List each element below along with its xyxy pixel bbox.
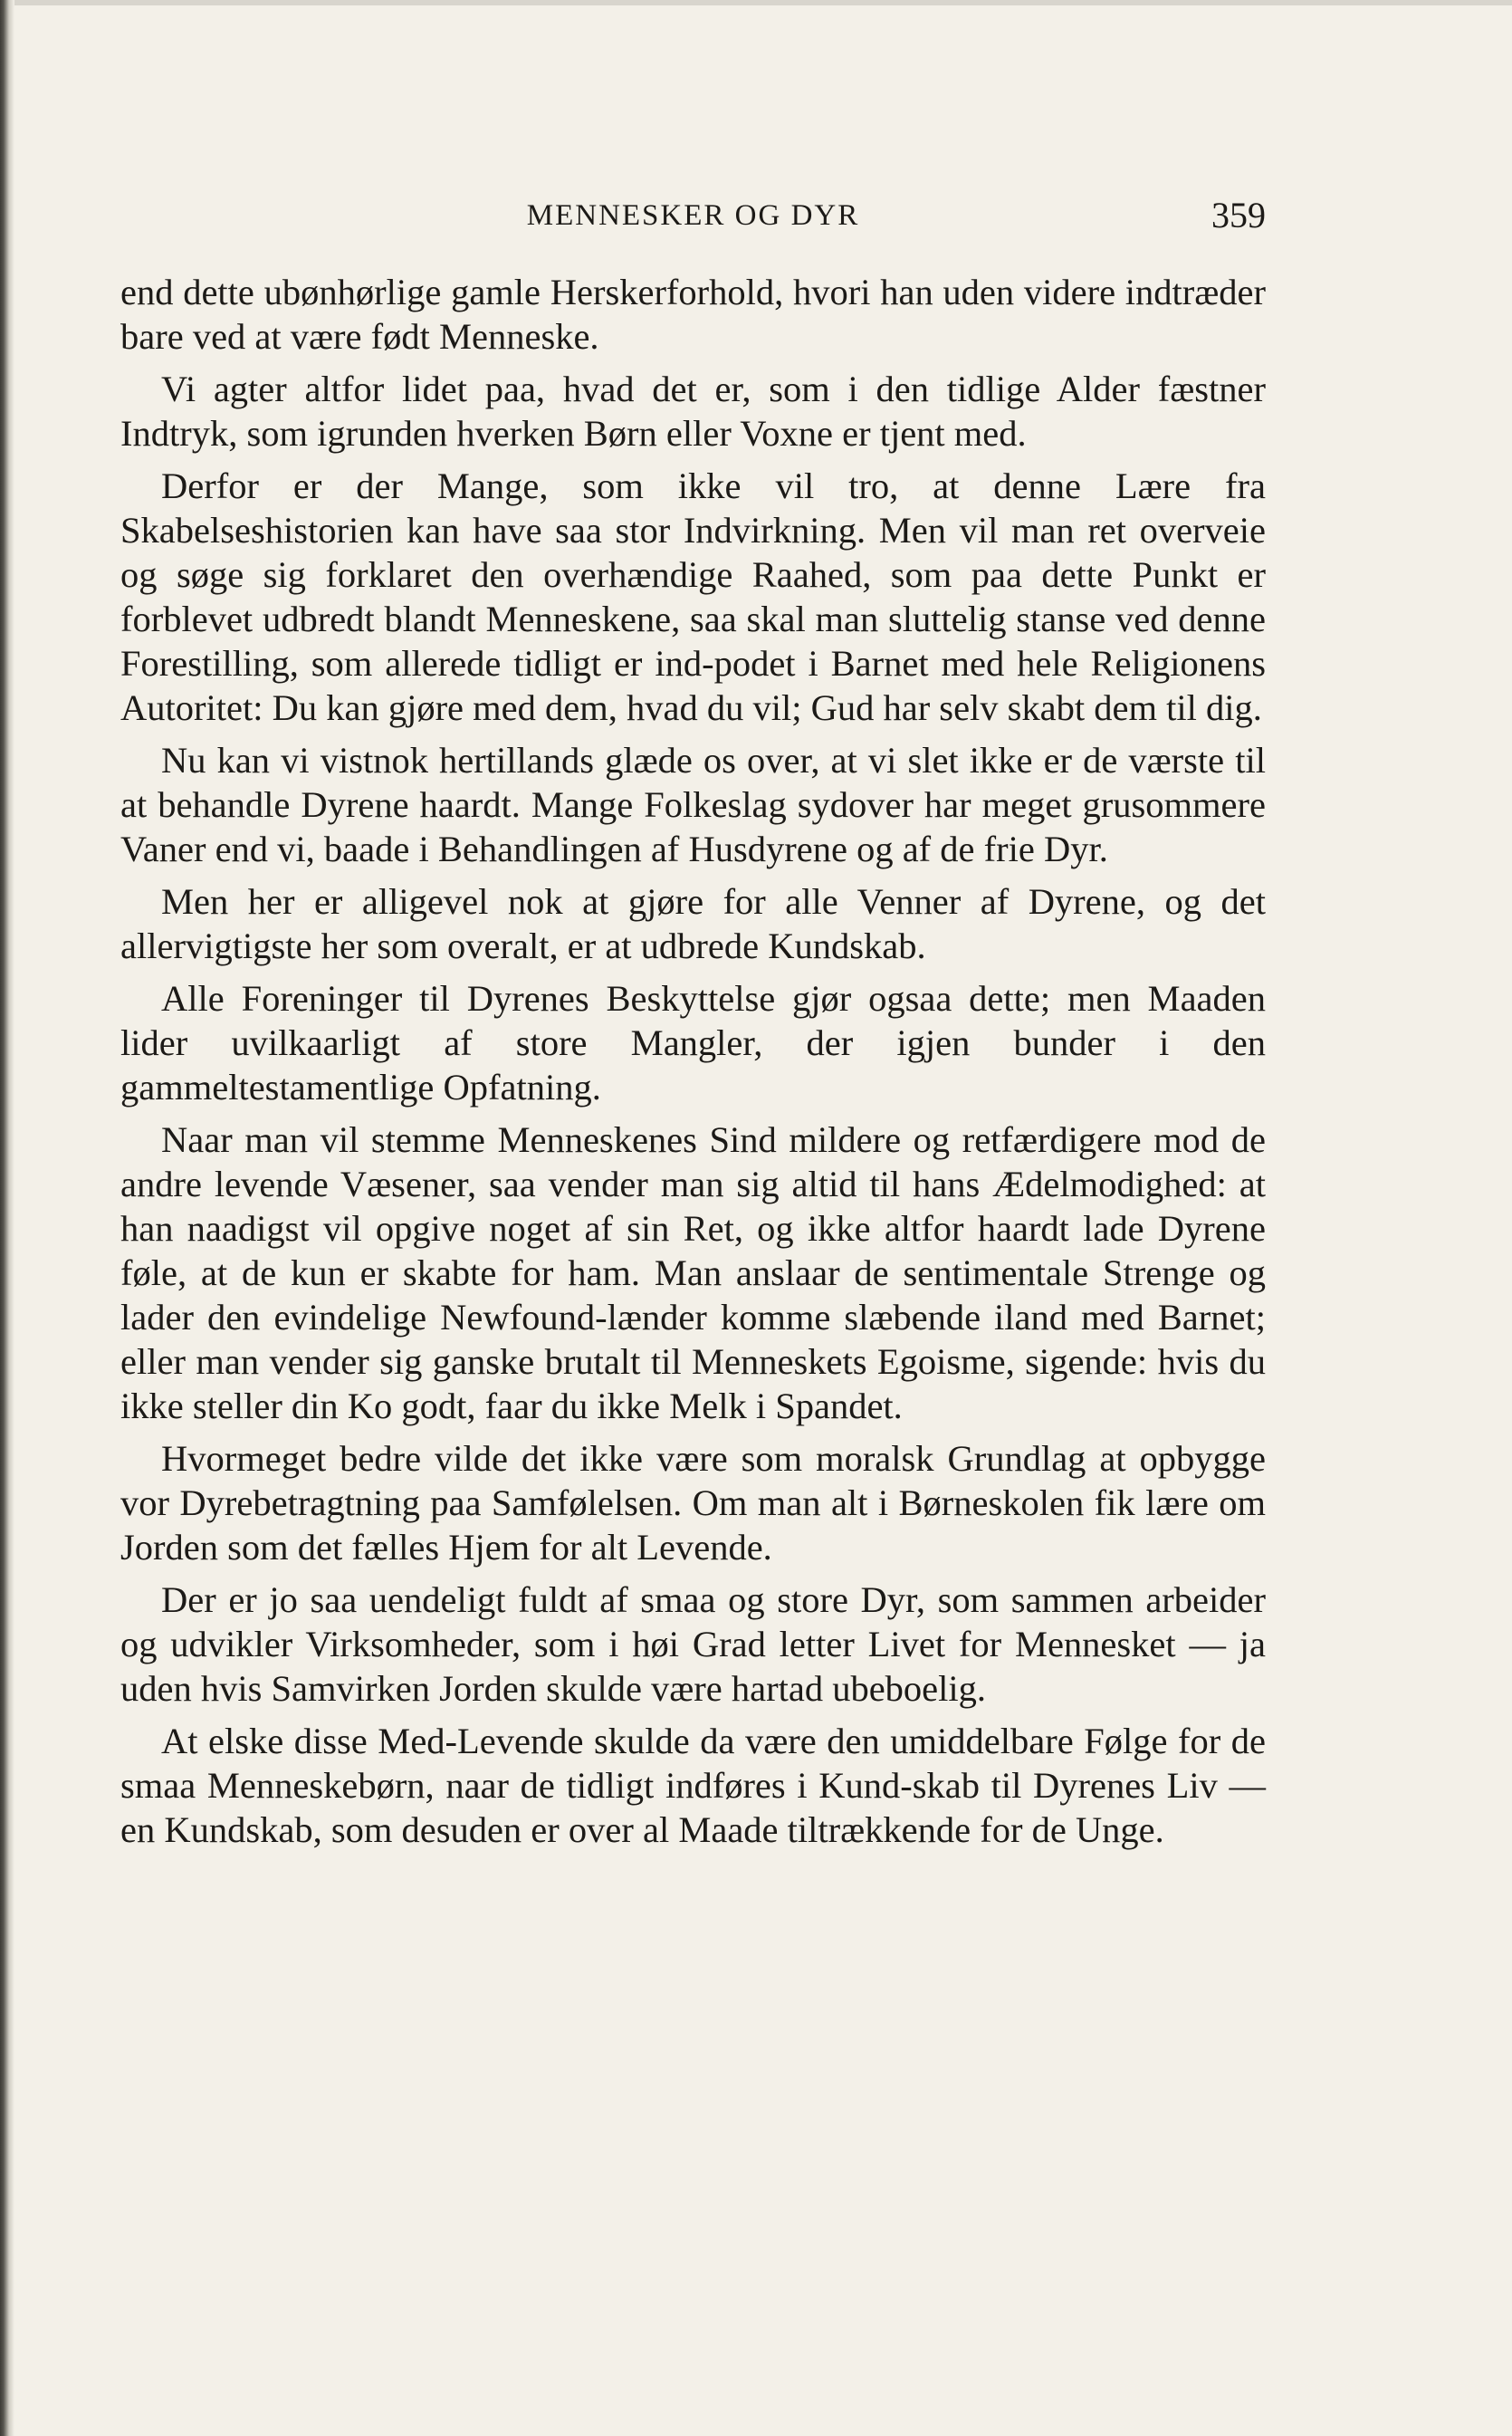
body-text	[120, 270, 1266, 1852]
page-number: 359	[1211, 195, 1266, 235]
running-title: MENNESKER OG DYR	[526, 199, 860, 232]
running-head	[120, 190, 1266, 245]
paragraph: Hvormeget bedre vilde det ikke være som moralsk Grundlag at opbygge vor Dyrebetragtning paa Samfølelsen. Om man alt i Børneskolen fik lære om Jorden som det fælles Hjem for alt Levende.	[120, 1438, 1266, 1568]
paragraph: Nu kan vi vistnok hertillands glæde os over, at vi slet ikke er de værste til at behandle Dyrene haardt. Mange Folkeslag sydover har meget grusommere Vaner end vi, baade i Behandlingen af Husdyrene og af de frie Dyr.	[120, 740, 1266, 869]
page-top-edge	[0, 0, 1512, 5]
paragraph: Vi agter altfor lidet paa, hvad det er, som i den tidlige Alder fæstner Indtryk, som igrunden hverken Børn eller Voxne er tjent med.	[120, 369, 1266, 454]
page-binding-edge	[0, 0, 14, 2436]
paragraph: end dette ubønhørlige gamle Herskerforhold, hvori han uden videre indtræder bare ved at være født Menneske.	[120, 272, 1266, 357]
paragraph: Derfor er der Mange, som ikke vil tro, at denne Lære fra Skabelseshistorien kan have saa stor Indvirkning. Men vil man ret overveie og søge sig forklaret den overhændige Raahed, som paa dette Punkt er forblevet udbredt blandt Menneskene, saa skal man sluttelig stanse ved denne Forestilling, som allerede tidligt er ind-podet i Barnet med hele Religionens Autoritet: Du kan gjøre med dem, hvad du vil; Gud har selv skabt dem til dig.	[120, 465, 1266, 728]
paragraph: Naar man vil stemme Menneskenes Sind mildere og retfærdigere mod de andre levende Væsener, saa vender man sig altid til hans Ædelmodighed: at han naadigst vil opgive noget af sin Ret, og ikke altfor haardt lade Dyrene føle, at de kun er skabte for ham. Man anslaar de sentimentale Strenge og lader den evindelige Newfound-lænder komme slæbende iland med Barnet; eller man vender sig ganske brutalt til Menneskets Egoisme, sigende: hvis du ikke steller din Ko godt, faar du ikke Melk i Spandet.	[120, 1119, 1266, 1426]
book-page	[120, 190, 1266, 1860]
paragraph: Alle Foreninger til Dyrenes Beskyttelse gjør ogsaa dette; men Maaden lider uvilkaarligt af store Mangler, der igjen bunder i den gammeltestamentlige Opfatning.	[120, 978, 1266, 1108]
paragraph: At elske disse Med-Levende skulde da være den umiddelbare Følge for de smaa Menneskebørn, naar de tidligt indføres i Kund-skab til Dyrenes Liv — en Kundskab, som desuden er over al Maade tiltrækkende for de Unge.	[120, 1721, 1266, 1850]
paragraph: Der er jo saa uendeligt fuldt af smaa og store Dyr, som sammen arbeider og udvikler Virksomheder, som i høi Grad letter Livet for Mennesket — ja uden hvis Samvirken Jorden skulde være hartad ubeboelig.	[120, 1579, 1266, 1709]
paragraph: Men her er alligevel nok at gjøre for alle Venner af Dyrene, og det allervigtigste her som overalt, er at udbrede Kundskab.	[120, 881, 1266, 966]
